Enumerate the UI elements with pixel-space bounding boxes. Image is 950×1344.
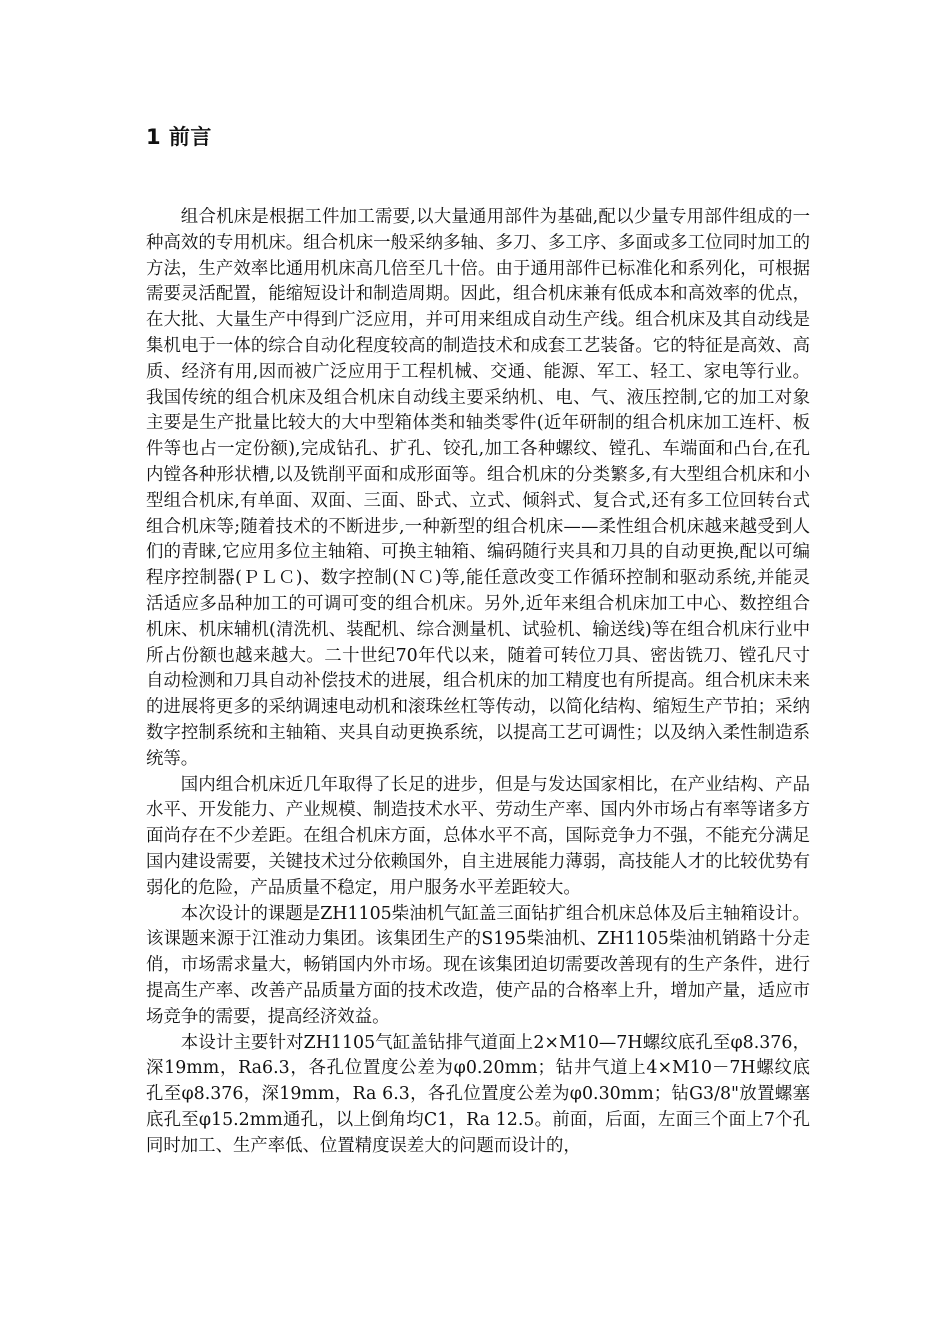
paragraph: 组合机床是根据工件加工需要,以大量通用部件为基础,配以少量专用部件组成的一种高效的专用机床。组合机床一般采纳多轴、多刀、多工序、多面或多工位同时加工的方法，生产效率比通用机床高几倍至几十倍。由于通用部件已标准化和系列化，可根据需要灵活配置，能缩短设计和制造周期。因此，组合机床兼有低成本和高效率的优点，在大批、大量生产中得到广泛应用，并可用来组成自动生产线。组合机床及其自动线是集机电于一体的综合自动化程度较高的制造技术和成套工艺装备。它的特征是高效、高质、经济有用,因而被广泛应用于工程机械、交通、能源、军工、轻工、家电等行业。我国传统的组合机床及组合机床自动线主要采纳机、电、气、液压控制,它的加工对象主要是生产批量比较大的大中型箱体类和轴类零件(近年研制的组合机床加工连杆、板件等也占一定份额),完成钻孔、扩孔、铰孔,加工各种螺纹、镗孔、车端面和凸台,在孔内镗各种形状槽,以及铣削平面和成形面等。组合机床的分类繁多,有大型组合机床和小型组合机床,有单面、双面、三面、卧式、立式、倾斜式、复合式,还有多工位回转台式组合机床等;随着技术的不断进步,一种新型的组合机床——柔性组合机床越来越受到人们的青睐,它应用多位主轴箱、可换主轴箱、编码随行夹具和刀具的自动更换,配以可编程序控制器(ＰＬＣ)、数字控制(ＮＣ)等,能任意改变工作循环控制和驱动系统,并能灵活适应多品种加工的可调可变的组合机床。另外,近年来组合机床加工中心、数控组合机床、机床辅机(清洗机、装配机、综合测量机、试验机、输送线)等在组合机床行业中所占份额也越来越大。二十世纪70年代以来，随着可转位刀具、密齿铣刀、镗孔尺寸自动检测和刀具自动补偿技术的进展，组合机床的加工精度也有所提高。组合机床未来的进展将更多的采纳调速电动机和滚珠丝杠等传动，以简化结构、缩短生产节拍；采纳数字控制系统和主轴箱、夹具自动更换系统，以提高工艺可调性；以及纳入柔性制造系统等。	[146, 207, 810, 769]
paragraph: 国内组合机床近几年取得了长足的进步，但是与发达国家相比，在产业结构、产品水平、开发能力、产业规模、制造技术水平、劳动生产率、国内外市场占有率等诸多方面尚存在不少差距。在组合机床方面，总体水平不高，国际竞争力不强，不能充分满足国内建设需要，关键技术过分依赖国外，自主进展能力薄弱，高技能人才的比较优势有弱化的危险，产品质量不稳定，用户服务水平差距较大。	[146, 774, 810, 898]
body-text	[146, 205, 810, 1159]
section-heading: 1 前言	[146, 125, 212, 149]
paragraph: 本次设计的课题是ZH1105柴油机气缸盖三面钻扩组合机床总体及后主轴箱设计。该课题来源于江淮动力集团。该集团生产的S195柴油机、ZH1105柴油机销路十分走俏，市场需求量大，畅销国内外市场。现在该集团迫切需要改善现有的生产条件，进行提高生产率、改善产品质量方面的技术改造，使产品的合格率上升，增加产量，适应市场竞争的需要，提高经济效益。	[146, 903, 810, 1027]
paragraph: 本设计主要针对ZH1105气缸盖钻排气道面上2×M10—7H螺纹底孔至φ8.376，深19mm，Ra6.3，各孔位置度公差为φ0.20mm；钻井气道上4×M10－7H螺纹底孔至φ8.376，深19mm，Ra 6.3，各孔位置度公差为φ0.30mm；钻G3/8"放置螺塞底孔至φ15.2mm通孔，以上倒角均C1，Ra 12.5。前面，后面，左面三个面上7个孔同时加工、生产率低、位置精度误差大的问题而设计的，	[146, 1032, 810, 1156]
